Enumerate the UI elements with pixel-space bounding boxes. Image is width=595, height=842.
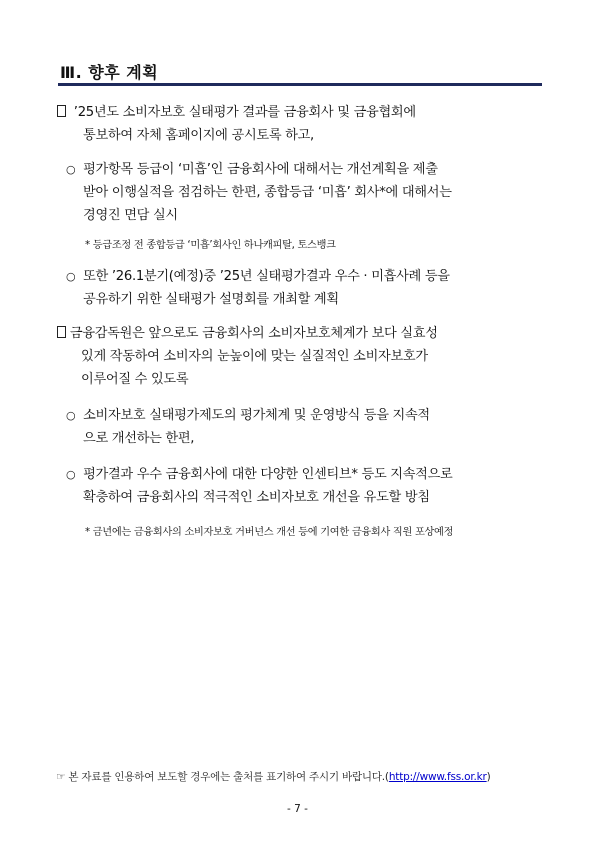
subitem-3-2-line-2: 확충하여 금융회사의 적극적인 소비자보호 개선을 유도할 방침 (83, 490, 430, 505)
subitem-3-2-line-1: 평가결과 우수 금융회사에 대한 다양한 인센티브* 등도 지속적으로 (83, 467, 453, 482)
subitem-2-1-line-1: 평가항목 등급이 ‘미흡’인 금융회사에 대해서는 개선계획을 제출 (83, 162, 438, 177)
circle-bullet-icon: ○ (66, 163, 76, 176)
item-1-line-1 (57, 101, 543, 124)
square-bullet-icon (57, 326, 66, 338)
subitem-2-1-line-2: 받아 이행실적을 점검하는 한편, 종합등급 ‘미흡’ 회사*에 대해서는 (83, 185, 452, 200)
square-bullet-icon (57, 105, 66, 117)
item-3-line-2: 있게 작동하여 소비자의 눈높이에 맞는 실질적인 소비자보호가 (81, 349, 428, 364)
subitem-2-2-line-1: 또한 ’26.1분기(예정)중 ’25년 실태평가결과 우수 · 미흡사례 등을 (83, 269, 450, 284)
item-3-line-3: 이루어질 수 있도록 (81, 372, 189, 387)
circle-bullet-icon: ○ (66, 409, 76, 422)
circle-bullet-icon: ○ (66, 468, 76, 481)
footnote-2: * 금년에는 금융회사의 소비자보호 거버넌스 개선 등에 기여한 금융회사 직원 포상예정 (85, 527, 454, 538)
subitem-3-1-line-2: 으로 개선하는 한편, (83, 431, 195, 446)
footnote-1: * 등급조정 전 종합등급 ‘미흡’회사인 하나캐피탈, 토스뱅크 (85, 240, 336, 251)
subitem-3-1-line-1: 소비자보호 실태평가제도의 평가체계 및 운영방식 등을 지속적 (83, 408, 430, 423)
item-1 (57, 101, 543, 147)
item-3 (57, 322, 543, 391)
subitem-2-1 (66, 158, 544, 227)
footer-note (56, 769, 491, 784)
subitem-2-1-line-3: 경영진 면담 실시 (83, 208, 178, 223)
subitem-2-2 (66, 265, 544, 311)
circle-bullet-icon: ○ (66, 270, 76, 283)
subitem-2-2-line-2: 공유하기 위한 실태평가 설명회를 개최할 계획 (83, 292, 339, 307)
page-number: - 7 - (287, 803, 308, 815)
footer-note-close: ) (486, 771, 491, 783)
item-1-line-2: 통보하여 자체 홈페이지에 공시토록 하고, (83, 128, 314, 143)
footer-note-text: ☞ 본 자료를 인용하여 보도할 경우에는 출처를 표기하여 주시기 바랍니다.( (56, 771, 389, 783)
item-1-text-1: ’25년도 소비자보호 실태평가 결과를 금융회사 및 금융협회에 (73, 105, 416, 120)
website-link[interactable]: http://www.fss.or.kr (388, 771, 487, 783)
item-3-line-1: 금융감독원은 앞으로도 금융회사의 소비자보호체계가 보다 실효성 (69, 326, 438, 341)
subitem-3-1 (66, 404, 544, 450)
section-title: Ⅲ. 향후 계획 (60, 63, 159, 82)
title-underline (58, 83, 542, 86)
subitem-3-2 (66, 463, 544, 509)
